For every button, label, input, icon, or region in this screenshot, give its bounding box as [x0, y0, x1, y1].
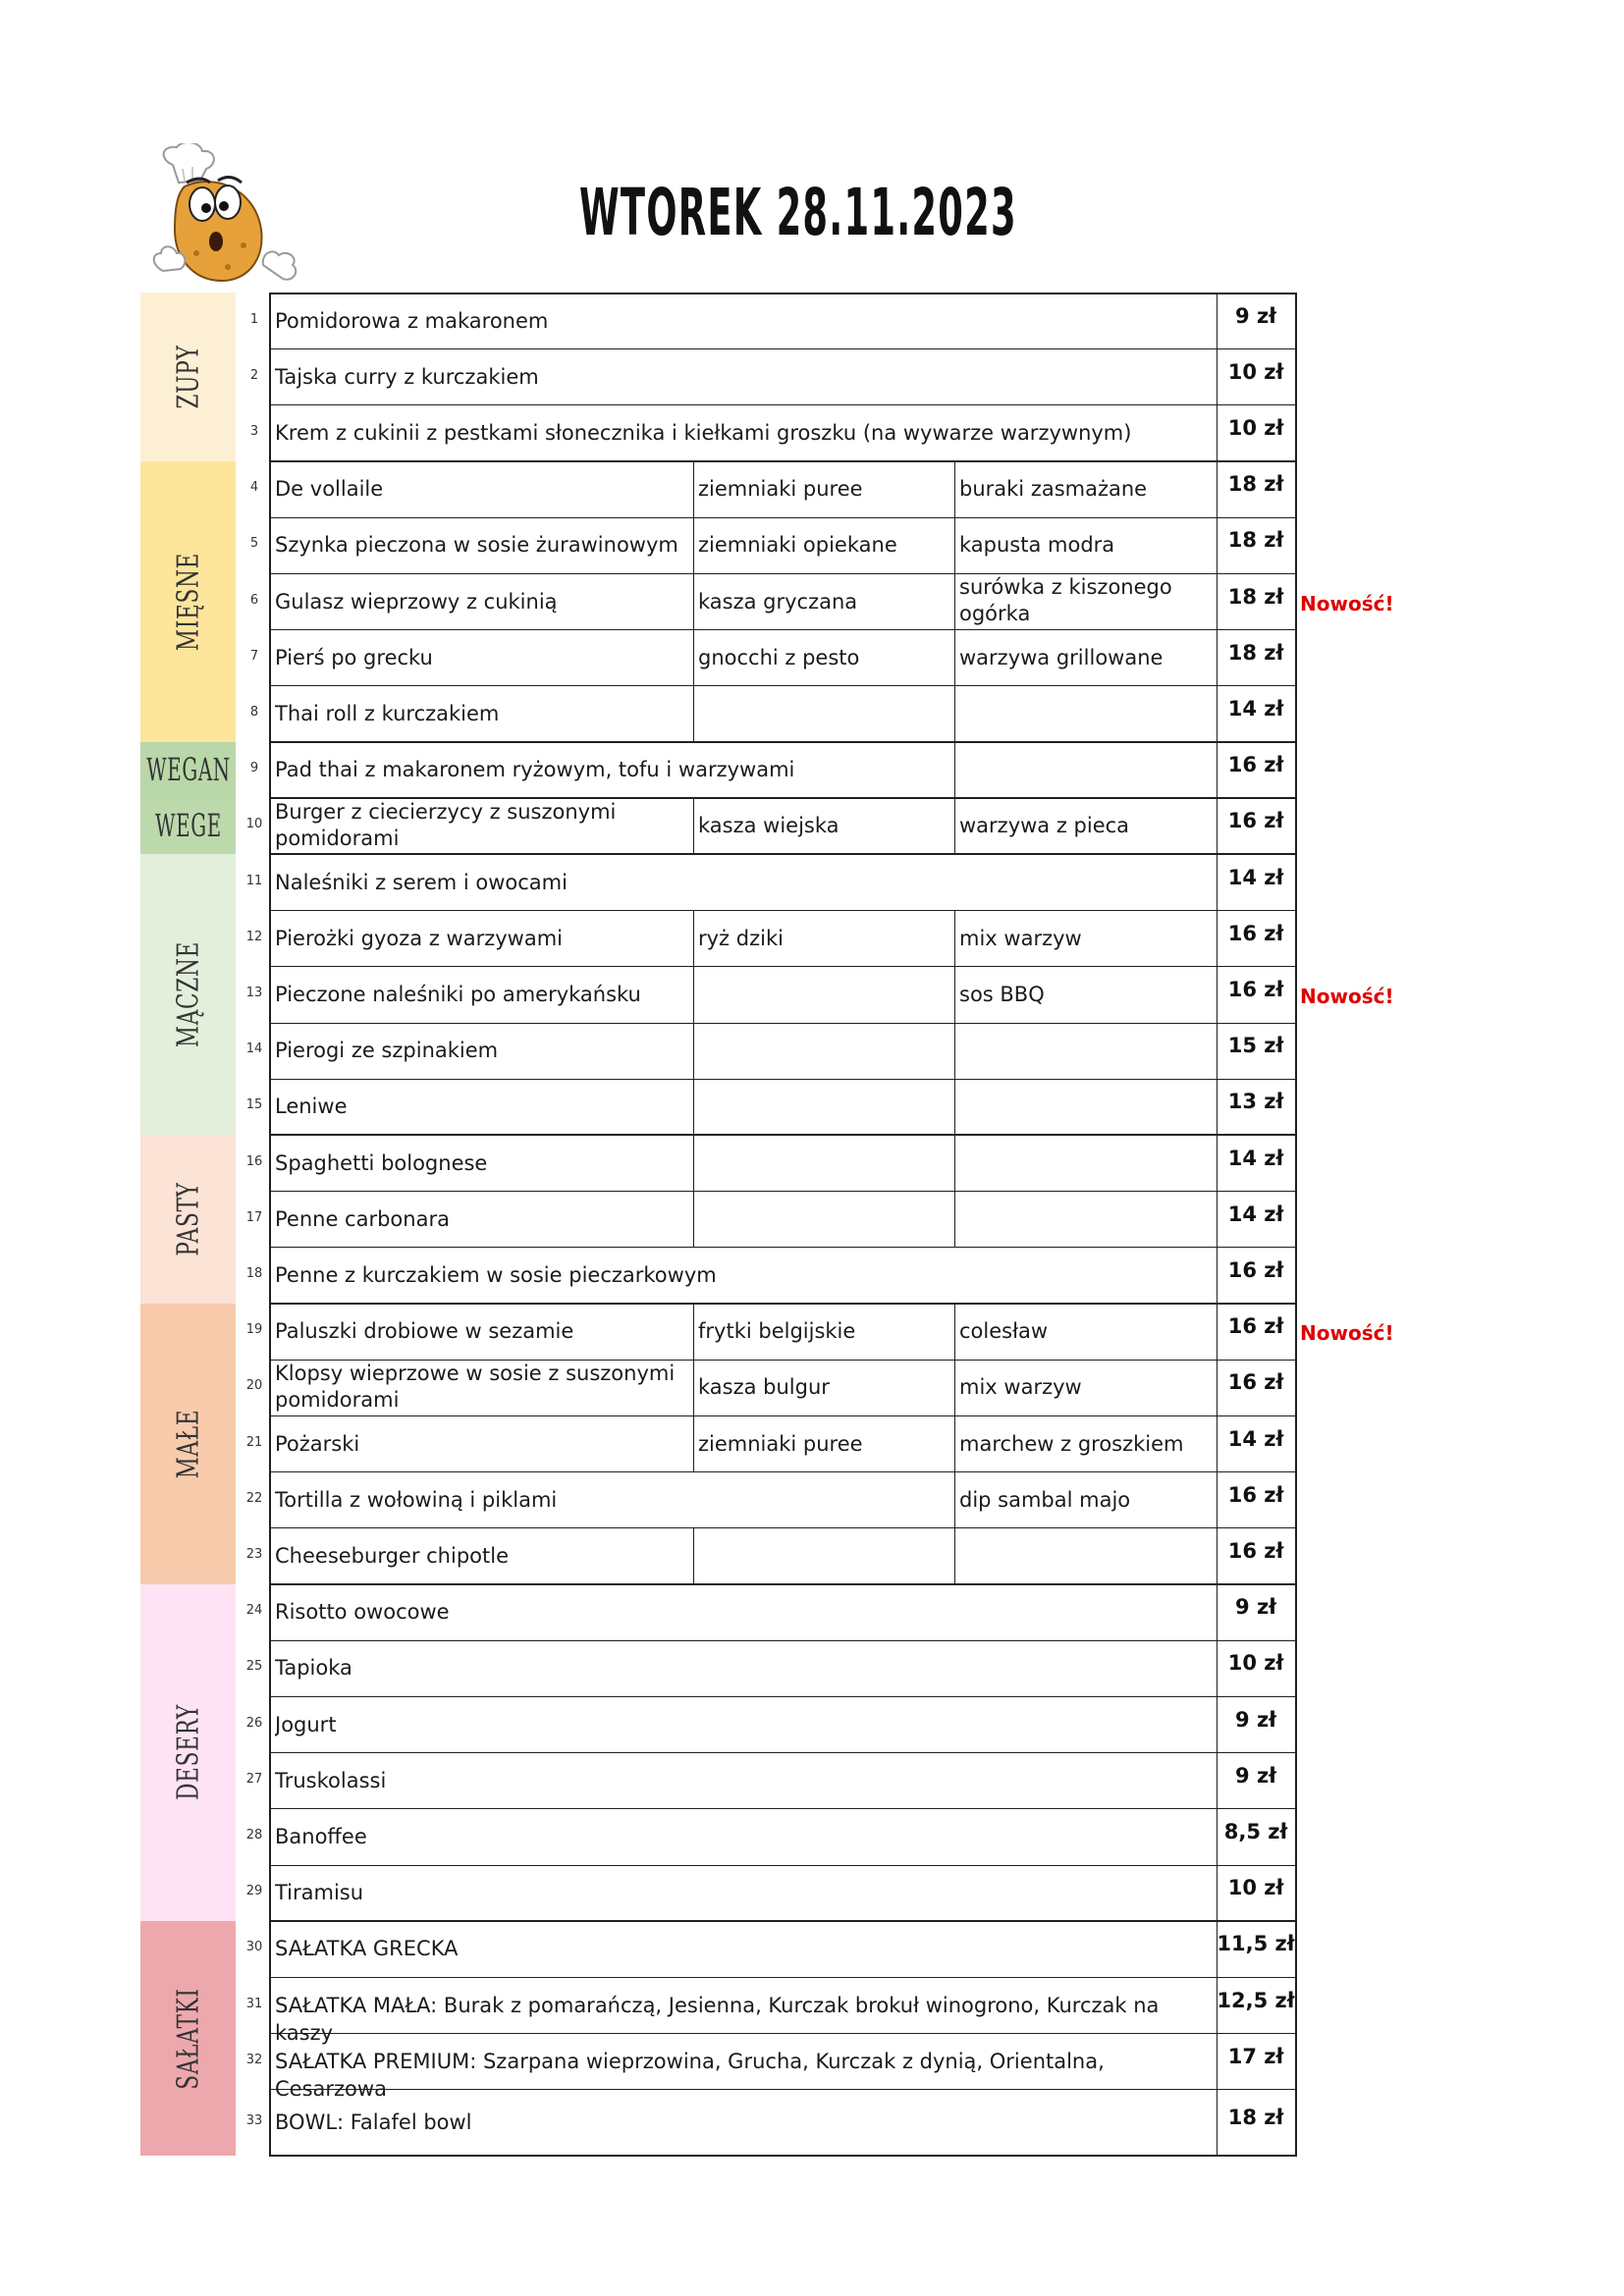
- row-number: 15: [245, 1097, 263, 1113]
- row-divider: [269, 1808, 1297, 1809]
- dish-name: Pierś po grecku: [275, 645, 433, 669]
- row-number: 18: [245, 1266, 263, 1281]
- side-dish: frytki belgijskie: [698, 1319, 856, 1344]
- row-number: 5: [249, 536, 259, 552]
- new-badge: Nowość!: [1300, 1321, 1394, 1346]
- price: 10 zł: [1227, 1651, 1284, 1676]
- side-dish: gnocchi z pesto: [698, 645, 860, 669]
- dish-name: Naleśniki z serem i owocami: [275, 870, 568, 894]
- side-dish: warzywa z pieca: [959, 814, 1130, 838]
- price: 14 zł: [1227, 1426, 1284, 1451]
- price: 16 zł: [1227, 1314, 1284, 1339]
- row-number: 29: [245, 1884, 263, 1899]
- row-number: 24: [245, 1603, 263, 1619]
- row-number: 20: [245, 1378, 263, 1394]
- row-divider: [269, 517, 1297, 518]
- dish-name: SAŁATKA GRECKA: [275, 1937, 459, 1961]
- row-divider: [269, 1865, 1297, 1866]
- price: 16 zł: [1227, 978, 1284, 1001]
- price: 10 zł: [1227, 1876, 1284, 1900]
- side-dish: kasza bulgur: [698, 1375, 830, 1400]
- price: 15 zł: [1227, 1034, 1284, 1058]
- side-dish: dip sambal majo: [959, 1487, 1131, 1512]
- price: 14 zł: [1227, 865, 1284, 889]
- row-divider: [269, 1191, 1297, 1192]
- side-column-divider: [693, 685, 694, 741]
- row-number: 14: [245, 1041, 263, 1057]
- dish-name: Burger z ciecierzycy z suszonymi pomidorami: [275, 799, 617, 850]
- new-badge: Nowość!: [1300, 591, 1394, 615]
- dish-name: Banoffee: [275, 1825, 367, 1848]
- price: 18 zł: [1227, 528, 1284, 553]
- row-number: 17: [245, 1209, 263, 1225]
- dish-name: Paluszki drobiowe w sezamie: [275, 1319, 574, 1344]
- category-band-wegan: [140, 742, 236, 798]
- dish-name: Jogurt: [275, 1712, 337, 1736]
- row-divider: [269, 2155, 1297, 2157]
- row-number: 25: [245, 1659, 263, 1675]
- price: 16 zł: [1227, 1258, 1284, 1282]
- side-column-divider: [954, 1135, 955, 1191]
- row-divider: [269, 1752, 1297, 1753]
- side-dish: ryż dziki: [698, 926, 784, 950]
- dish-name: Risotto owocowe: [275, 1600, 450, 1625]
- category-label-text: MAŁE: [171, 1409, 205, 1479]
- side-dish: warzywa grillowane: [959, 645, 1164, 669]
- row-divider: [269, 1977, 1297, 1978]
- side-column-divider: [954, 573, 955, 629]
- row-number: 27: [245, 1771, 263, 1787]
- side-dish: surówka z kiszonego ogórka: [959, 575, 1172, 625]
- price: 10 zł: [1227, 359, 1284, 384]
- dish-name: Thai roll z kurczakiem: [275, 702, 500, 725]
- row-number: 16: [245, 1153, 263, 1169]
- side-column-divider: [954, 1471, 955, 1527]
- row-divider: [269, 1303, 1297, 1305]
- row-number: 9: [249, 761, 259, 776]
- price: 9 zł: [1235, 1595, 1276, 1620]
- price: 16 zł: [1227, 1539, 1284, 1563]
- price: 8,5 zł: [1223, 1820, 1288, 1843]
- dish-name: Penne carbonara: [275, 1206, 450, 1231]
- row-divider: [269, 1471, 1297, 1472]
- dish-name: Tiramisu: [275, 1881, 364, 1905]
- category-label-text: DESERY: [171, 1704, 205, 1801]
- row-divider: [269, 1583, 1297, 1585]
- side-dish: sos BBQ: [959, 983, 1045, 1006]
- side-column-divider: [954, 1079, 955, 1135]
- dish-name: Pierogi ze szpinakiem: [275, 1039, 499, 1063]
- price: 18 zł: [1227, 584, 1284, 609]
- side-column-divider: [954, 1191, 955, 1247]
- row-number: 19: [245, 1322, 263, 1338]
- category-label-text: SAŁATKI: [171, 1987, 205, 2090]
- side-column-divider: [693, 629, 694, 685]
- side-column-divider: [954, 629, 955, 685]
- row-divider: [269, 1527, 1297, 1528]
- side-column-divider: [954, 685, 955, 741]
- row-divider: [269, 966, 1297, 967]
- side-column-divider: [693, 573, 694, 629]
- side-column-divider: [954, 1415, 955, 1471]
- side-column-divider: [693, 1360, 694, 1415]
- side-column-divider: [693, 1135, 694, 1191]
- price: 16 zł: [1227, 921, 1284, 945]
- dish-name: Penne z kurczakiem w sosie pieczarkowym: [275, 1263, 717, 1287]
- dish-name: Krem z cukinii z pestkami słonecznika i kiełkami groszku (na wywarze warzywnym): [275, 421, 1132, 445]
- dish-name: Pierożki gyoza z warzywami: [275, 926, 564, 950]
- dish-name: Truskolassi: [275, 1768, 387, 1792]
- price: 13 zł: [1227, 1090, 1284, 1114]
- price: 10 zł: [1227, 416, 1284, 440]
- dish-name: Gulasz wieprzowy z cukinią: [275, 589, 558, 614]
- row-number: 32: [245, 2052, 263, 2067]
- side-column-divider: [954, 966, 955, 1022]
- row-number: 23: [245, 1547, 263, 1562]
- row-number: 13: [245, 986, 263, 1000]
- price: 16 zł: [1227, 809, 1284, 833]
- side-column-divider: [954, 461, 955, 517]
- price: 16 zł: [1227, 1370, 1284, 1395]
- dish-name: BOWL: Falafel bowl: [275, 2110, 472, 2135]
- row-divider: [269, 853, 1297, 855]
- category-label-text: PASTY: [171, 1182, 205, 1256]
- row-divider: [269, 1247, 1297, 1248]
- category-band-miesne: [140, 461, 236, 742]
- row-divider: [269, 1640, 1297, 1641]
- row-number: 22: [245, 1490, 263, 1506]
- dish-name: Pieczone naleśniki po amerykańsku: [275, 983, 641, 1006]
- row-divider: [269, 1079, 1297, 1080]
- row-divider: [269, 1134, 1297, 1136]
- side-column-divider: [954, 742, 955, 798]
- category-band-pasty: [140, 1135, 236, 1304]
- table-border-right: [1295, 293, 1297, 2156]
- category-band-wege: [140, 798, 236, 854]
- dish-name: Tortilla z wołowiną i piklami: [275, 1487, 558, 1512]
- side-column-divider: [693, 1304, 694, 1360]
- category-band-desery: [140, 1584, 236, 1921]
- price: 17 zł: [1227, 2044, 1284, 2068]
- category-label-text: WEGE: [154, 807, 222, 845]
- row-divider: [269, 1920, 1297, 1922]
- price: 18 zł: [1227, 640, 1284, 665]
- row-number: 21: [245, 1434, 263, 1450]
- dish-name: Spaghetti bolognese: [275, 1150, 488, 1175]
- dish-name: Leniwe: [275, 1095, 348, 1119]
- price: 16 zł: [1227, 1482, 1284, 1507]
- side-column-divider: [954, 1527, 955, 1583]
- row-divider: [269, 1696, 1297, 1697]
- dish-name: Pożarski: [275, 1431, 360, 1456]
- price: 12,5 zł: [1217, 1988, 1295, 2012]
- side-column-divider: [954, 1023, 955, 1079]
- side-column-divider: [693, 1191, 694, 1247]
- side-dish: mix warzyw: [959, 926, 1082, 950]
- row-number: 28: [245, 1828, 263, 1842]
- price: 14 zł: [1227, 1146, 1284, 1170]
- new-badge: Nowość!: [1300, 985, 1394, 1008]
- table-border-top: [269, 293, 1297, 294]
- row-number: 31: [245, 1996, 263, 2011]
- dish-name: SAŁATKA MAŁA: Burak z pomarańczą, Jesienna, Kurczak brokuł winogrono, Kurczak na kaszy: [275, 1993, 1160, 2045]
- row-divider: [269, 685, 1297, 686]
- category-band-zupy: [140, 293, 236, 461]
- side-column-divider: [693, 461, 694, 517]
- page-title: WTOREK 28.11.2023: [579, 175, 1017, 250]
- dish-name: De vollaile: [275, 477, 384, 502]
- dish-name: Szynka pieczona w sosie żurawinowym: [275, 533, 678, 558]
- dish-name: Tapioka: [275, 1656, 352, 1681]
- dish-name: Cheeseburger chipotle: [275, 1544, 509, 1568]
- side-dish: ziemniaki puree: [698, 1431, 863, 1456]
- side-column-divider: [693, 966, 694, 1022]
- price: 11,5 zł: [1217, 1932, 1295, 1956]
- row-divider: [269, 629, 1297, 630]
- side-column-divider: [954, 1360, 955, 1415]
- side-column-divider: [693, 517, 694, 573]
- price: 14 zł: [1227, 1201, 1284, 1226]
- side-dish: marchew z groszkiem: [959, 1431, 1184, 1456]
- side-column-divider: [954, 798, 955, 854]
- row-number: 26: [245, 1715, 263, 1731]
- row-number: 4: [249, 480, 259, 496]
- price: 14 zł: [1227, 697, 1284, 721]
- side-column-divider: [954, 517, 955, 573]
- dish-name: Tajska curry z kurczakiem: [275, 364, 539, 389]
- side-column-divider: [693, 910, 694, 966]
- price: 18 zł: [1227, 472, 1284, 497]
- row-divider: [269, 741, 1297, 743]
- price: 9 zł: [1235, 303, 1276, 328]
- category-label-text: MĄCZNE: [171, 940, 205, 1048]
- side-dish: kasza gryczana: [698, 589, 858, 614]
- row-number: 6: [249, 592, 259, 608]
- row-number: 30: [245, 1940, 263, 1955]
- side-column-divider: [693, 798, 694, 854]
- row-divider: [269, 404, 1297, 405]
- side-column-divider: [954, 1304, 955, 1360]
- dish-name: Pad thai z makaronem ryżowym, tofu i warzywami: [275, 758, 795, 782]
- side-dish: mix warzyw: [959, 1375, 1082, 1400]
- row-number: 11: [245, 873, 263, 888]
- category-label-text: ZUPY: [171, 345, 205, 409]
- category-label-text: WEGAN: [145, 751, 231, 789]
- side-dish: colesław: [959, 1319, 1049, 1344]
- row-number: 12: [245, 929, 263, 944]
- chef-mascot-icon: [145, 143, 312, 293]
- row-number: 10: [245, 817, 263, 832]
- row-number: 33: [245, 2113, 263, 2129]
- price: 9 zł: [1235, 1707, 1276, 1732]
- side-column-divider: [693, 1023, 694, 1079]
- row-divider: [269, 1023, 1297, 1024]
- dish-name: SAŁATKA PREMIUM: Szarpana wieprzowina, Grucha, Kurczak z dynią, Orientalna, Cesarzowa: [275, 2049, 1105, 2101]
- row-number: 7: [249, 648, 259, 664]
- side-dish: kapusta modra: [959, 533, 1115, 558]
- category-label-text: MIĘSNE: [171, 552, 205, 651]
- row-number: 2: [249, 367, 259, 383]
- row-number: 8: [249, 705, 259, 720]
- side-dish: kasza wiejska: [698, 814, 839, 838]
- row-divider: [269, 460, 1297, 462]
- price: 9 zł: [1235, 1763, 1276, 1788]
- category-band-male: [140, 1304, 236, 1584]
- price: 18 zł: [1227, 2106, 1284, 2130]
- side-dish: ziemniaki opiekane: [698, 533, 897, 558]
- row-number: 3: [249, 424, 259, 439]
- side-column-divider: [693, 1415, 694, 1471]
- row-number: 1: [249, 311, 259, 327]
- dish-name: Pomidorowa z makaronem: [275, 308, 549, 333]
- category-band-maczne: [140, 854, 236, 1135]
- row-divider: [269, 1415, 1297, 1416]
- table-border-left: [269, 293, 271, 2156]
- price: 16 zł: [1227, 753, 1284, 777]
- side-column-divider: [693, 1079, 694, 1135]
- row-divider: [269, 348, 1297, 349]
- category-band-salatki: [140, 1921, 236, 2157]
- side-dish: buraki zasmażane: [959, 477, 1148, 502]
- side-column-divider: [954, 910, 955, 966]
- row-divider: [269, 910, 1297, 911]
- side-column-divider: [693, 1527, 694, 1583]
- dish-name: Klopsy wieprzowe w sosie z suszonymi pomidorami: [275, 1361, 676, 1412]
- side-dish: ziemniaki puree: [698, 477, 863, 502]
